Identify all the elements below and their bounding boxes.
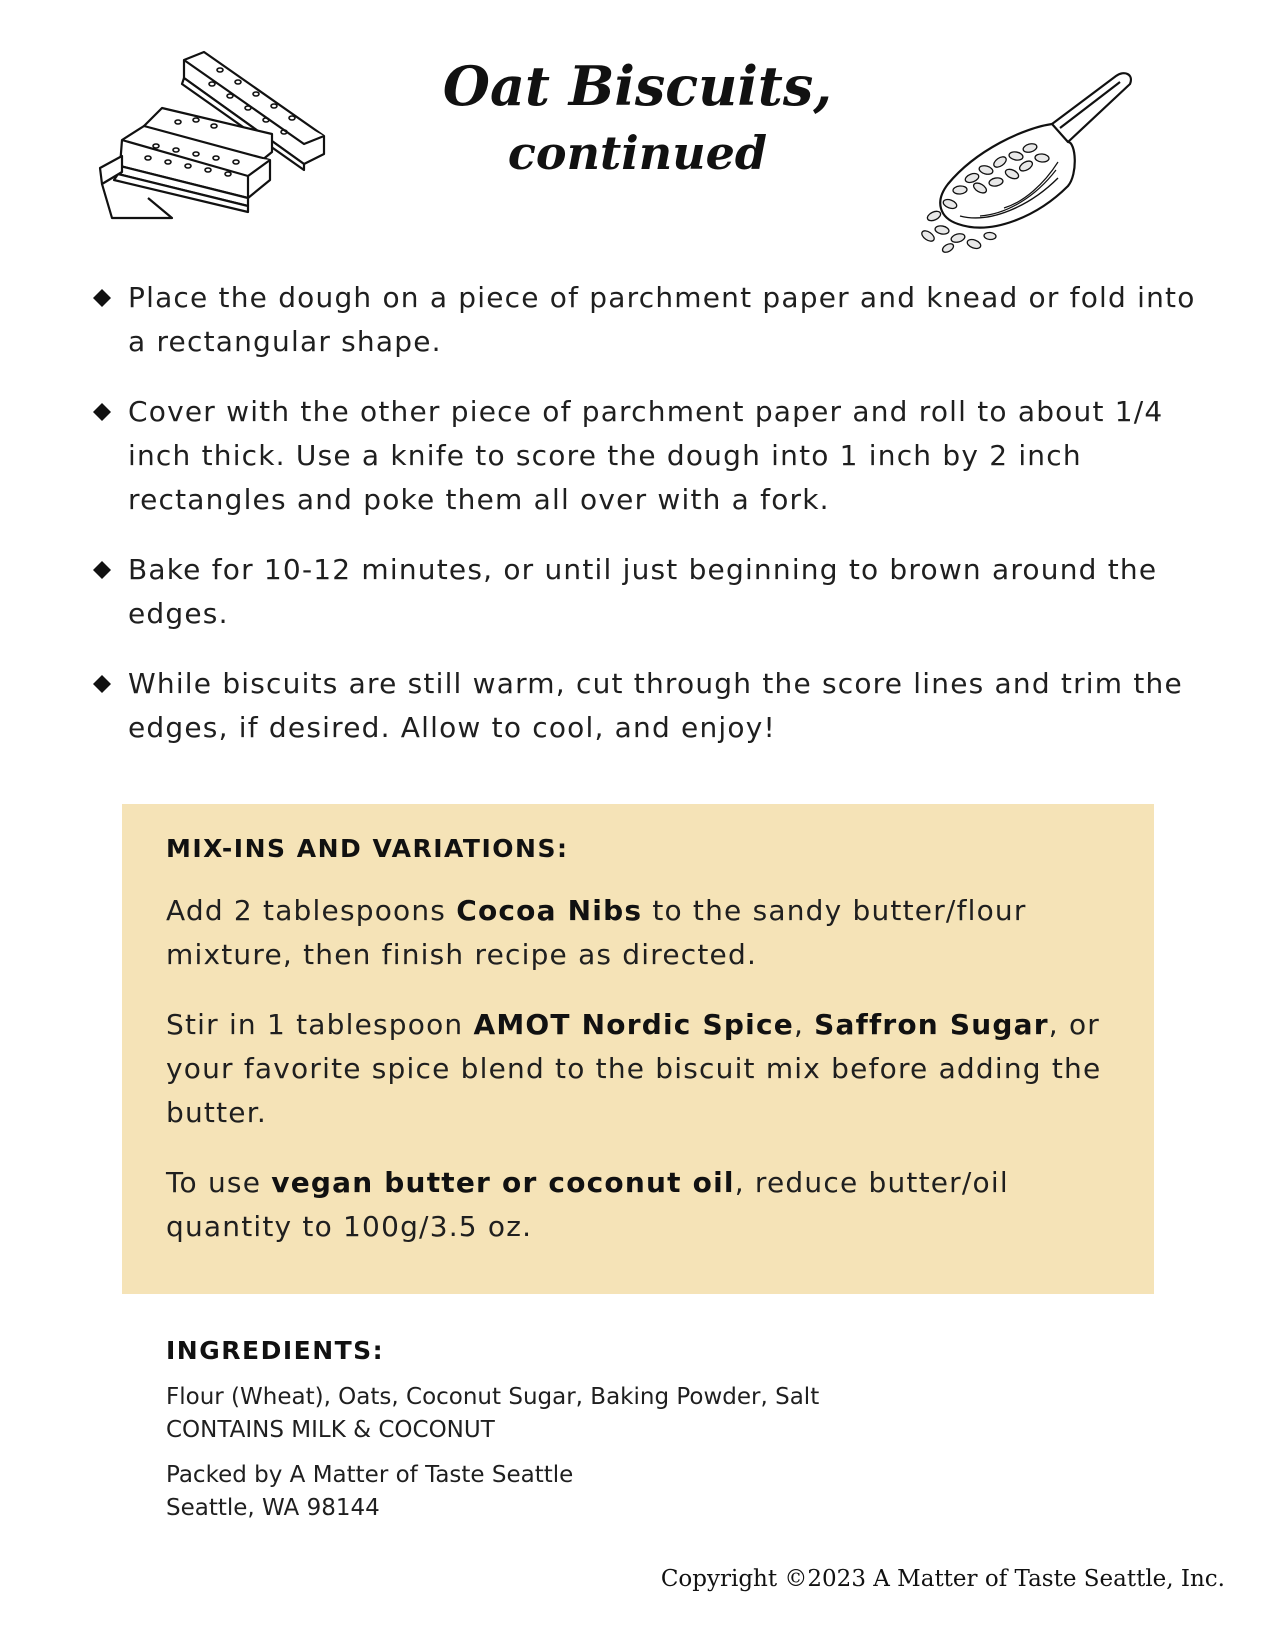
diamond-bullet-icon	[92, 288, 112, 308]
text: , reduce butter/oil quantity to 100g/3.5 oz.	[166, 1166, 1009, 1243]
bold-text: Cocoa Nibs	[456, 894, 643, 927]
copyright-notice: Copyright ©2023 A Matter of Taste Seattle, Inc.	[660, 1566, 1225, 1592]
diamond-bullet-icon	[92, 674, 112, 694]
mixins-panel	[122, 804, 1154, 1294]
list-item	[92, 548, 1202, 636]
step-text: While biscuits are still warm, cut through the score lines and trim the edges, if desired. Allow to cool, and enjoy!	[128, 667, 1183, 744]
bold-text: vegan butter or coconut oil	[271, 1166, 735, 1199]
mixins-content	[166, 834, 1126, 1275]
bold-text: AMOT Nordic Spice	[473, 1008, 794, 1041]
allergen-notice: CONTAINS MILK & COCONUT	[166, 1417, 495, 1443]
text: Stir in 1 tablespoon	[166, 1008, 474, 1041]
step-text: Cover with the other piece of parchment paper and roll to about 1/4 inch thick. Use a knife to score the dough into 1 inch by 2 inch rectangles and poke them all over with a fork.	[128, 395, 1164, 516]
text: Add 2 tablespoons	[166, 894, 457, 927]
ingredients-section	[166, 1336, 1066, 1525]
ingredients-list: Flour (Wheat), Oats, Coconut Sugar, Baking Powder, Salt	[166, 1384, 820, 1410]
text: , or your favorite spice blend to the biscuit mix before adding the butter.	[166, 1008, 1102, 1129]
list-item	[92, 662, 1202, 750]
packer-address: Seattle, WA 98144	[166, 1495, 380, 1521]
list-item	[92, 390, 1202, 522]
bold-text: Saffron Sugar	[814, 1008, 1049, 1041]
mixin-vegan	[166, 1161, 1126, 1249]
biscuits-illustration-icon	[92, 48, 342, 228]
instruction-steps	[92, 276, 1202, 776]
mixin-cocoa-nibs	[166, 889, 1126, 977]
page-subtitle: continued	[507, 126, 768, 180]
diamond-bullet-icon	[92, 402, 112, 422]
packer-name: Packed by A Matter of Taste Seattle	[166, 1462, 574, 1488]
oat-scoop-illustration-icon	[920, 66, 1170, 256]
diamond-bullet-icon	[92, 560, 112, 580]
text: to the sandy butter/flour mixture, then finish recipe as directed.	[166, 894, 1027, 971]
list-item	[92, 276, 1202, 364]
step-text: Bake for 10-12 minutes, or until just beginning to brown around the edges.	[128, 553, 1158, 630]
page-title: Oat Biscuits,	[442, 54, 833, 118]
text: ,	[793, 1008, 815, 1041]
text: To use	[166, 1166, 272, 1199]
mixins-heading: MIX-INS AND VARIATIONS:	[166, 834, 569, 863]
mixin-spice	[166, 1003, 1126, 1135]
ingredients-heading: INGREDIENTS:	[166, 1336, 385, 1365]
spacer	[166, 1447, 1066, 1459]
step-text: Place the dough on a piece of parchment paper and knead or fold into a rectangular shape.	[128, 281, 1196, 358]
